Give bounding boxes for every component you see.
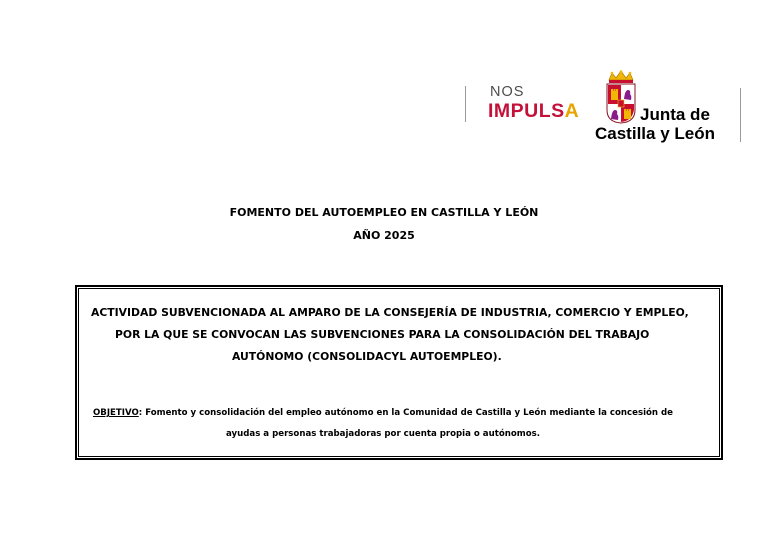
objective-line-1 [0,408,768,418]
impulsa-text [488,100,579,123]
activity-line-2: POR LA QUE SE CONVOCAN LAS SUBVENCIONES PARA LA CONSOLIDACIÓN DEL TRABAJO [115,328,650,341]
document-title: FOMENTO DEL AUTOEMPLEO EN CASTILLA Y LEÓN [229,206,539,219]
castilla-leon-crest-icon [604,70,638,124]
objective-text-1: : Fomento y consolidación del empleo autónomo en la Comunidad de Castilla y León mediante la concesión de [138,408,674,418]
objective-label: OBJETIVO [92,408,139,418]
activity-line-3: AUTÓNOMO (CONSOLIDACYL AUTOEMPLEO). [232,350,502,363]
junta-line-1: Junta de [640,105,710,124]
logo-divider-left [465,86,466,122]
nos-text: NOS [490,84,525,100]
activity-line-1: ACTIVIDAD SUBVENCIONADA AL AMPARO DE LA CONSEJERÍA DE INDUSTRIA, COMERCIO Y EMPLEO, [91,306,689,319]
logo-divider-right [740,88,741,142]
document-year: AÑO 2025 [353,229,415,242]
junta-line-2: Castilla y León [595,124,715,143]
objective-line-2: ayudas a personas trabajadoras por cuenta propia o autónomos. [225,429,541,439]
impulsa-main: IMPULS [488,100,565,122]
impulsa-a-mark: A [564,100,580,122]
